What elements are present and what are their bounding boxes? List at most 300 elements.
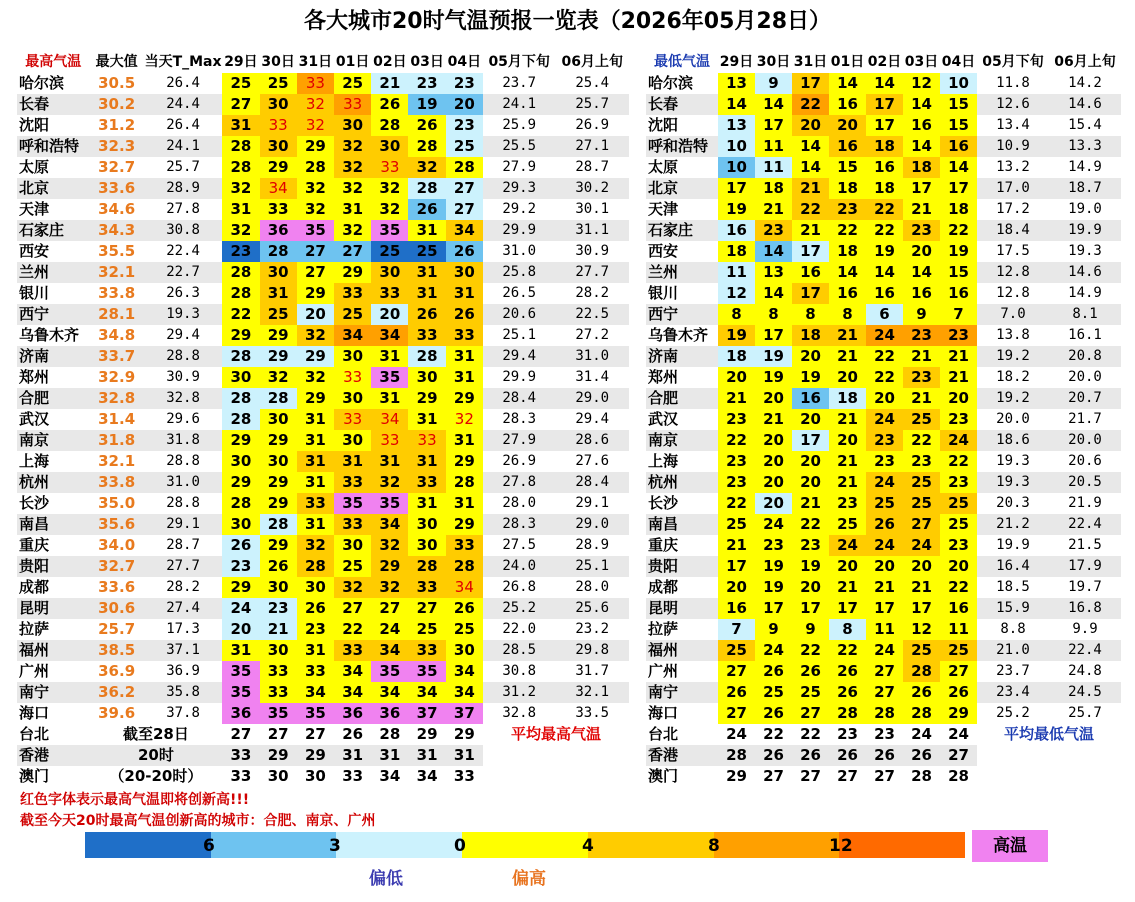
city-name: 西宁 <box>646 304 718 325</box>
forecast-cell: 33 <box>446 535 483 556</box>
avg-late-may: 19.2 <box>977 388 1049 409</box>
avg-early-june: 15.4 <box>1068 117 1102 133</box>
forecast-cell: 16 <box>940 136 977 157</box>
avg-early-june: 28.4 <box>555 472 629 493</box>
high-row <box>17 493 629 514</box>
forecast-cell: 30 <box>260 94 297 115</box>
avg-late-may: 24.1 <box>483 94 555 115</box>
forecast-cell: 24 <box>866 535 903 556</box>
forecast-cell: 12 <box>718 283 755 304</box>
avg-early-june: 16.8 <box>1049 598 1121 619</box>
avg-late-may: 20.0 <box>996 411 1030 427</box>
forecast-cell: 32 <box>297 94 334 115</box>
forecast-cell: 32 <box>371 178 408 199</box>
forecast-cell: 21 <box>940 367 977 388</box>
avg-early-june: 24.8 <box>1068 663 1102 679</box>
forecast-cell: 31 <box>371 745 408 766</box>
forecast-cell: 26 <box>371 94 408 115</box>
forecast-cell: 15 <box>829 157 866 178</box>
forecast-cell: 25 <box>903 640 940 661</box>
avg-early-june: 30.9 <box>575 243 610 259</box>
forecast-cell: 34 <box>334 682 371 703</box>
city-name: 天津 <box>19 200 50 218</box>
forecast-cell: 32 <box>371 199 408 220</box>
forecast-cell: 25 <box>940 514 977 535</box>
avg-late-may: 21.2 <box>977 514 1049 535</box>
forecast-cell: 23 <box>222 556 259 577</box>
today-max: 28.8 <box>166 453 200 469</box>
forecast-cell: 26 <box>342 725 364 743</box>
forecast-cell: 33 <box>408 577 445 598</box>
forecast-cell: 29 <box>260 325 297 346</box>
forecast-cell: 27 <box>297 241 334 262</box>
forecast-cell: 26 <box>829 682 866 703</box>
forecast-cell: 31 <box>297 640 334 661</box>
record-max: 28.1 <box>89 304 143 325</box>
avg-late-may: 28.4 <box>483 388 555 409</box>
forecast-cell: 29 <box>371 556 408 577</box>
avg-early-june: 29.1 <box>575 495 610 511</box>
forecast-cell: 19 <box>792 367 829 388</box>
forecast-cell: 22 <box>792 640 829 661</box>
forecast-cell: 35 <box>371 661 408 682</box>
avg-early-june: 31.0 <box>555 346 629 367</box>
forecast-cell: 33 <box>342 767 364 785</box>
record-max: 36.2 <box>89 682 143 703</box>
forecast-cell: 28 <box>866 703 903 724</box>
forecast-cell: 19 <box>940 241 977 262</box>
today-max: 26.4 <box>166 117 200 133</box>
low-row <box>646 241 1121 262</box>
forecast-cell: 24 <box>755 640 792 661</box>
forecast-cell: 28 <box>408 556 445 577</box>
avg-late-may: 22.0 <box>502 621 537 637</box>
forecast-cell: 34 <box>334 325 371 346</box>
extra-note: （20-20时） <box>109 767 203 785</box>
record-max: 32.7 <box>89 556 143 577</box>
forecast-cell: 25 <box>334 73 371 94</box>
avg-early-june: 23.2 <box>575 621 610 637</box>
extra-tail <box>483 745 629 766</box>
forecast-cell: 28 <box>718 745 755 766</box>
avg-early-june: 22.5 <box>555 304 629 325</box>
forecast-cell: 6 <box>866 304 903 325</box>
forecast-cell: 26 <box>408 199 445 220</box>
forecast-cell: 28 <box>260 514 297 535</box>
forecast-cell: 28 <box>297 157 334 178</box>
low-header-9: 06月上旬 <box>1054 54 1116 70</box>
forecast-cell: 33 <box>453 767 475 785</box>
avg-late-may: 26.5 <box>502 285 537 301</box>
forecast-cell: 28 <box>911 767 932 785</box>
forecast-cell: 27 <box>334 598 371 619</box>
forecast-cell: 27 <box>866 682 903 703</box>
forecast-cell: 24 <box>866 472 903 493</box>
forecast-cell: 28 <box>222 409 259 430</box>
forecast-cell: 21 <box>371 73 408 94</box>
avg-early-june: 14.6 <box>1049 262 1121 283</box>
high-header-9: 04日 <box>447 54 482 70</box>
forecast-cell: 26 <box>446 304 483 325</box>
forecast-cell: 35 <box>371 493 408 514</box>
forecast-cell: 22 <box>829 220 866 241</box>
low-row <box>646 556 1121 577</box>
low-row <box>646 136 1121 157</box>
forecast-cell: 34 <box>260 178 297 199</box>
record-max: 30.6 <box>89 598 143 619</box>
avg-late-may: 29.3 <box>483 178 555 199</box>
forecast-cell: 28 <box>446 157 483 178</box>
forecast-cell: 25 <box>371 241 408 262</box>
forecast-cell: 23 <box>792 535 829 556</box>
forecast-cell: 17 <box>792 430 829 451</box>
forecast-cell: 25 <box>903 493 940 514</box>
forecast-cell: 30 <box>334 430 371 451</box>
forecast-cell: 26 <box>446 598 483 619</box>
high-row <box>17 535 629 556</box>
high-header-6: 01日 <box>335 54 370 70</box>
record-max: 33.8 <box>98 284 136 302</box>
forecast-cell: 21 <box>903 199 940 220</box>
high-row <box>17 325 629 346</box>
city-name: 银川 <box>19 284 50 302</box>
forecast-cell: 20 <box>940 556 977 577</box>
forecast-cell: 20 <box>755 430 792 451</box>
avg-late-may: 16.4 <box>977 556 1049 577</box>
forecast-cell: 23 <box>446 73 483 94</box>
avg-early-june: 16.1 <box>1068 327 1102 343</box>
avg-late-may: 13.4 <box>996 117 1030 133</box>
avg-early-june: 33.5 <box>575 705 610 721</box>
forecast-cell: 33 <box>334 409 371 430</box>
forecast-cell: 29 <box>260 493 297 514</box>
forecast-cell: 31 <box>371 346 408 367</box>
forecast-cell: 34 <box>446 577 483 598</box>
forecast-cell: 33 <box>297 493 334 514</box>
forecast-cell: 34 <box>446 682 483 703</box>
forecast-cell: 13 <box>718 73 755 94</box>
city-name: 乌鲁木齐 <box>648 326 709 344</box>
forecast-cell: 25 <box>260 304 297 325</box>
city-name: 南昌 <box>17 514 89 535</box>
avg-early-june: 26.9 <box>575 117 610 133</box>
forecast-cell: 33 <box>334 640 371 661</box>
city-name: 台北 <box>19 725 50 743</box>
avg-late-may: 18.6 <box>977 430 1049 451</box>
forecast-cell: 25 <box>718 514 755 535</box>
forecast-cell: 26 <box>829 661 866 682</box>
forecast-cell: 33 <box>260 682 297 703</box>
avg-late-may: 13.8 <box>996 327 1030 343</box>
high-header-2: 当天T_Max <box>144 54 222 70</box>
low-row <box>646 430 1121 451</box>
forecast-cell: 16 <box>718 598 755 619</box>
today-max: 17.3 <box>166 621 200 637</box>
forecast-cell: 33 <box>222 745 259 766</box>
forecast-cell: 34 <box>371 640 408 661</box>
forecast-cell: 33 <box>334 283 371 304</box>
forecast-cell: 18 <box>829 241 866 262</box>
today-max: 37.8 <box>166 705 200 721</box>
city-name: 郑州 <box>19 368 50 386</box>
high-header-3: 29日 <box>224 54 258 70</box>
forecast-cell: 32 <box>334 220 371 241</box>
forecast-cell: 28 <box>222 388 259 409</box>
avg-late-may: 29.4 <box>483 346 555 367</box>
forecast-cell: 28 <box>297 556 334 577</box>
forecast-cell: 29 <box>260 157 297 178</box>
scale-tick-4: 4 <box>582 836 594 856</box>
city-name: 乌鲁木齐 <box>19 326 80 344</box>
avg-late-may: 27.9 <box>502 159 537 175</box>
scale-dark-orange <box>839 832 965 858</box>
forecast-cell: 30 <box>260 136 297 157</box>
forecast-cell: 34 <box>446 220 483 241</box>
forecast-cell: 14 <box>718 94 755 115</box>
forecast-cell: 26 <box>260 556 297 577</box>
forecast-cell: 19 <box>718 325 755 346</box>
city-name: 长沙 <box>19 494 50 512</box>
forecast-cell: 25 <box>718 640 755 661</box>
forecast-cell: 32 <box>297 199 334 220</box>
forecast-cell: 22 <box>763 725 784 743</box>
avg-early-june: 25.7 <box>1068 705 1102 721</box>
forecast-cell: 15 <box>940 115 977 136</box>
avg-early-june: 31.7 <box>575 663 610 679</box>
today-max: 24.1 <box>144 136 223 157</box>
avg-early-june: 20.8 <box>1049 346 1121 367</box>
today-max: 28.9 <box>144 178 223 199</box>
forecast-cell: 31 <box>446 283 483 304</box>
forecast-cell: 23 <box>903 451 940 472</box>
forecast-cell: 28 <box>408 178 445 199</box>
today-max: 28.8 <box>144 346 223 367</box>
record-max: 33.8 <box>89 472 143 493</box>
forecast-cell: 35 <box>222 682 259 703</box>
city-name: 成都 <box>19 578 50 596</box>
forecast-cell: 33 <box>408 472 445 493</box>
city-name: 广州 <box>648 662 679 680</box>
forecast-cell: 20 <box>829 556 866 577</box>
forecast-cell: 28 <box>222 346 259 367</box>
forecast-cell: 33 <box>334 367 371 388</box>
forecast-cell: 24 <box>829 535 866 556</box>
extra-tail <box>977 745 1121 766</box>
low-row <box>646 220 1121 241</box>
city-name: 澳门 <box>648 767 679 785</box>
record-max: 32.3 <box>89 136 143 157</box>
forecast-cell: 24 <box>866 325 903 346</box>
forecast-cell: 35 <box>334 493 371 514</box>
forecast-cell: 31 <box>446 745 483 766</box>
forecast-cell: 20 <box>755 472 792 493</box>
low-row <box>646 262 1121 283</box>
scale-tick-6: 6 <box>203 836 215 856</box>
high-header-10: 05月下旬 <box>488 54 550 70</box>
forecast-cell: 32 <box>297 115 334 136</box>
city-name: 天津 <box>648 200 679 218</box>
forecast-cell: 29 <box>260 745 297 766</box>
avg-late-may: 31.2 <box>483 682 555 703</box>
forecast-cell: 30 <box>408 535 445 556</box>
city-name: 南京 <box>17 430 89 451</box>
avg-early-june: 17.9 <box>1049 556 1121 577</box>
city-name: 呼和浩特 <box>17 136 89 157</box>
forecast-cell: 29 <box>260 346 297 367</box>
forecast-cell: 24 <box>755 514 792 535</box>
forecast-cell: 36 <box>260 220 297 241</box>
forecast-cell: 32 <box>334 577 371 598</box>
forecast-cell: 20 <box>792 409 829 430</box>
forecast-cell: 31 <box>371 388 408 409</box>
forecast-cell: 19 <box>408 94 445 115</box>
city-name: 石家庄 <box>646 220 718 241</box>
forecast-cell: 29 <box>446 388 483 409</box>
avg-late-may: 18.5 <box>996 579 1030 595</box>
high-row <box>17 283 629 304</box>
forecast-cell: 22 <box>718 430 755 451</box>
city-name: 沈阳 <box>648 116 679 134</box>
city-name: 成都 <box>648 578 679 596</box>
today-max: 31.0 <box>144 472 223 493</box>
forecast-cell: 33 <box>297 661 334 682</box>
high-row <box>17 451 629 472</box>
forecast-cell: 29 <box>408 388 445 409</box>
avg-late-may: 17.5 <box>996 243 1030 259</box>
forecast-cell: 30 <box>304 767 326 785</box>
low-row <box>646 493 1121 514</box>
record-max: 34.0 <box>98 536 136 554</box>
forecast-cell: 25 <box>755 682 792 703</box>
forecast-cell: 19 <box>792 556 829 577</box>
city-name: 郑州 <box>648 368 679 386</box>
today-max: 22.7 <box>144 262 223 283</box>
forecast-cell: 30 <box>446 262 483 283</box>
avg-early-june: 31.4 <box>575 369 610 385</box>
avg-early-june: 27.6 <box>575 453 610 469</box>
forecast-cell: 21 <box>755 409 792 430</box>
forecast-cell: 14 <box>792 157 829 178</box>
forecast-cell: 27 <box>222 94 259 115</box>
forecast-cell: 17 <box>792 241 829 262</box>
scale-tick-12: 12 <box>829 836 853 856</box>
note-record-cities: 截至今天20时最高气温创新高的城市：合肥、南京、广州 <box>20 813 376 829</box>
forecast-cell: 29 <box>297 745 334 766</box>
forecast-cell: 34 <box>371 682 408 703</box>
forecast-cell: 23 <box>297 619 334 640</box>
forecast-cell: 32 <box>371 472 408 493</box>
low-temperature-table <box>646 52 1121 787</box>
forecast-cell: 22 <box>792 199 829 220</box>
low-row <box>646 178 1121 199</box>
avg-late-may: 28.5 <box>483 640 555 661</box>
avg-late-may: 30.8 <box>502 663 537 679</box>
forecast-cell: 24 <box>948 725 969 743</box>
low-header-1: 29日 <box>719 54 754 70</box>
avg-early-june: 14.9 <box>1068 159 1102 175</box>
forecast-cell: 12 <box>903 73 940 94</box>
record-max: 32.7 <box>98 158 136 176</box>
forecast-cell: 31 <box>408 409 445 430</box>
avg-early-june: 29.0 <box>555 388 629 409</box>
avg-early-june: 19.3 <box>1068 243 1102 259</box>
forecast-cell: 28 <box>408 346 445 367</box>
forecast-cell: 31 <box>222 199 259 220</box>
low-row <box>646 367 1121 388</box>
forecast-cell: 31 <box>408 745 445 766</box>
low-row <box>646 535 1121 556</box>
avg-late-may: 20.6 <box>483 304 555 325</box>
forecast-cell: 26 <box>718 682 755 703</box>
low-row <box>646 598 1121 619</box>
forecast-cell: 36 <box>371 703 408 724</box>
forecast-cell: 20 <box>297 304 334 325</box>
forecast-cell: 27 <box>230 725 252 743</box>
forecast-cell: 20 <box>829 115 866 136</box>
low-row <box>646 409 1121 430</box>
low-row <box>646 325 1121 346</box>
forecast-cell: 26 <box>792 661 829 682</box>
forecast-cell: 34 <box>379 767 401 785</box>
forecast-cell: 33 <box>260 115 297 136</box>
today-max: 28.8 <box>166 495 200 511</box>
forecast-cell: 31 <box>408 451 445 472</box>
forecast-cell: 20 <box>755 451 792 472</box>
avg-late-may: 29.9 <box>483 220 555 241</box>
forecast-cell: 10 <box>718 136 755 157</box>
avg-late-may: 25.1 <box>502 327 537 343</box>
record-max: 31.8 <box>89 430 143 451</box>
avg-late-may: 19.2 <box>977 346 1049 367</box>
record-max: 35.0 <box>98 494 136 512</box>
forecast-cell: 27 <box>267 725 289 743</box>
avg-late-may: 18.2 <box>996 369 1030 385</box>
forecast-cell: 28 <box>829 703 866 724</box>
scale-tick-8: 8 <box>708 836 720 856</box>
city-name: 贵阳 <box>17 556 89 577</box>
avg-late-may: 13.2 <box>996 159 1030 175</box>
city-name: 北京 <box>17 178 89 199</box>
forecast-cell: 26 <box>408 115 445 136</box>
avg-late-may: 19.3 <box>977 472 1049 493</box>
forecast-cell: 20 <box>940 388 977 409</box>
forecast-cell: 27 <box>837 767 858 785</box>
avg-early-june: 14.2 <box>1068 75 1102 91</box>
forecast-cell: 27 <box>866 661 903 682</box>
forecast-cell: 33 <box>408 325 445 346</box>
city-name: 香港 <box>646 745 718 766</box>
forecast-cell: 29 <box>446 451 483 472</box>
forecast-cell: 16 <box>829 283 866 304</box>
forecast-cell: 11 <box>866 619 903 640</box>
forecast-cell: 32 <box>334 178 371 199</box>
avg-early-june: 9.9 <box>1072 621 1098 637</box>
today-max: 25.7 <box>166 159 200 175</box>
forecast-cell: 33 <box>408 640 445 661</box>
forecast-cell: 22 <box>866 199 903 220</box>
forecast-cell: 9 <box>903 304 940 325</box>
forecast-cell: 32 <box>371 577 408 598</box>
high-row <box>17 157 629 178</box>
city-name: 西宁 <box>17 304 89 325</box>
forecast-cell: 19 <box>755 577 792 598</box>
forecast-cell: 26 <box>408 304 445 325</box>
today-max: 35.8 <box>144 682 223 703</box>
high-row <box>17 94 629 115</box>
high-row <box>17 304 629 325</box>
forecast-cell: 25 <box>940 640 977 661</box>
forecast-cell: 31 <box>334 199 371 220</box>
